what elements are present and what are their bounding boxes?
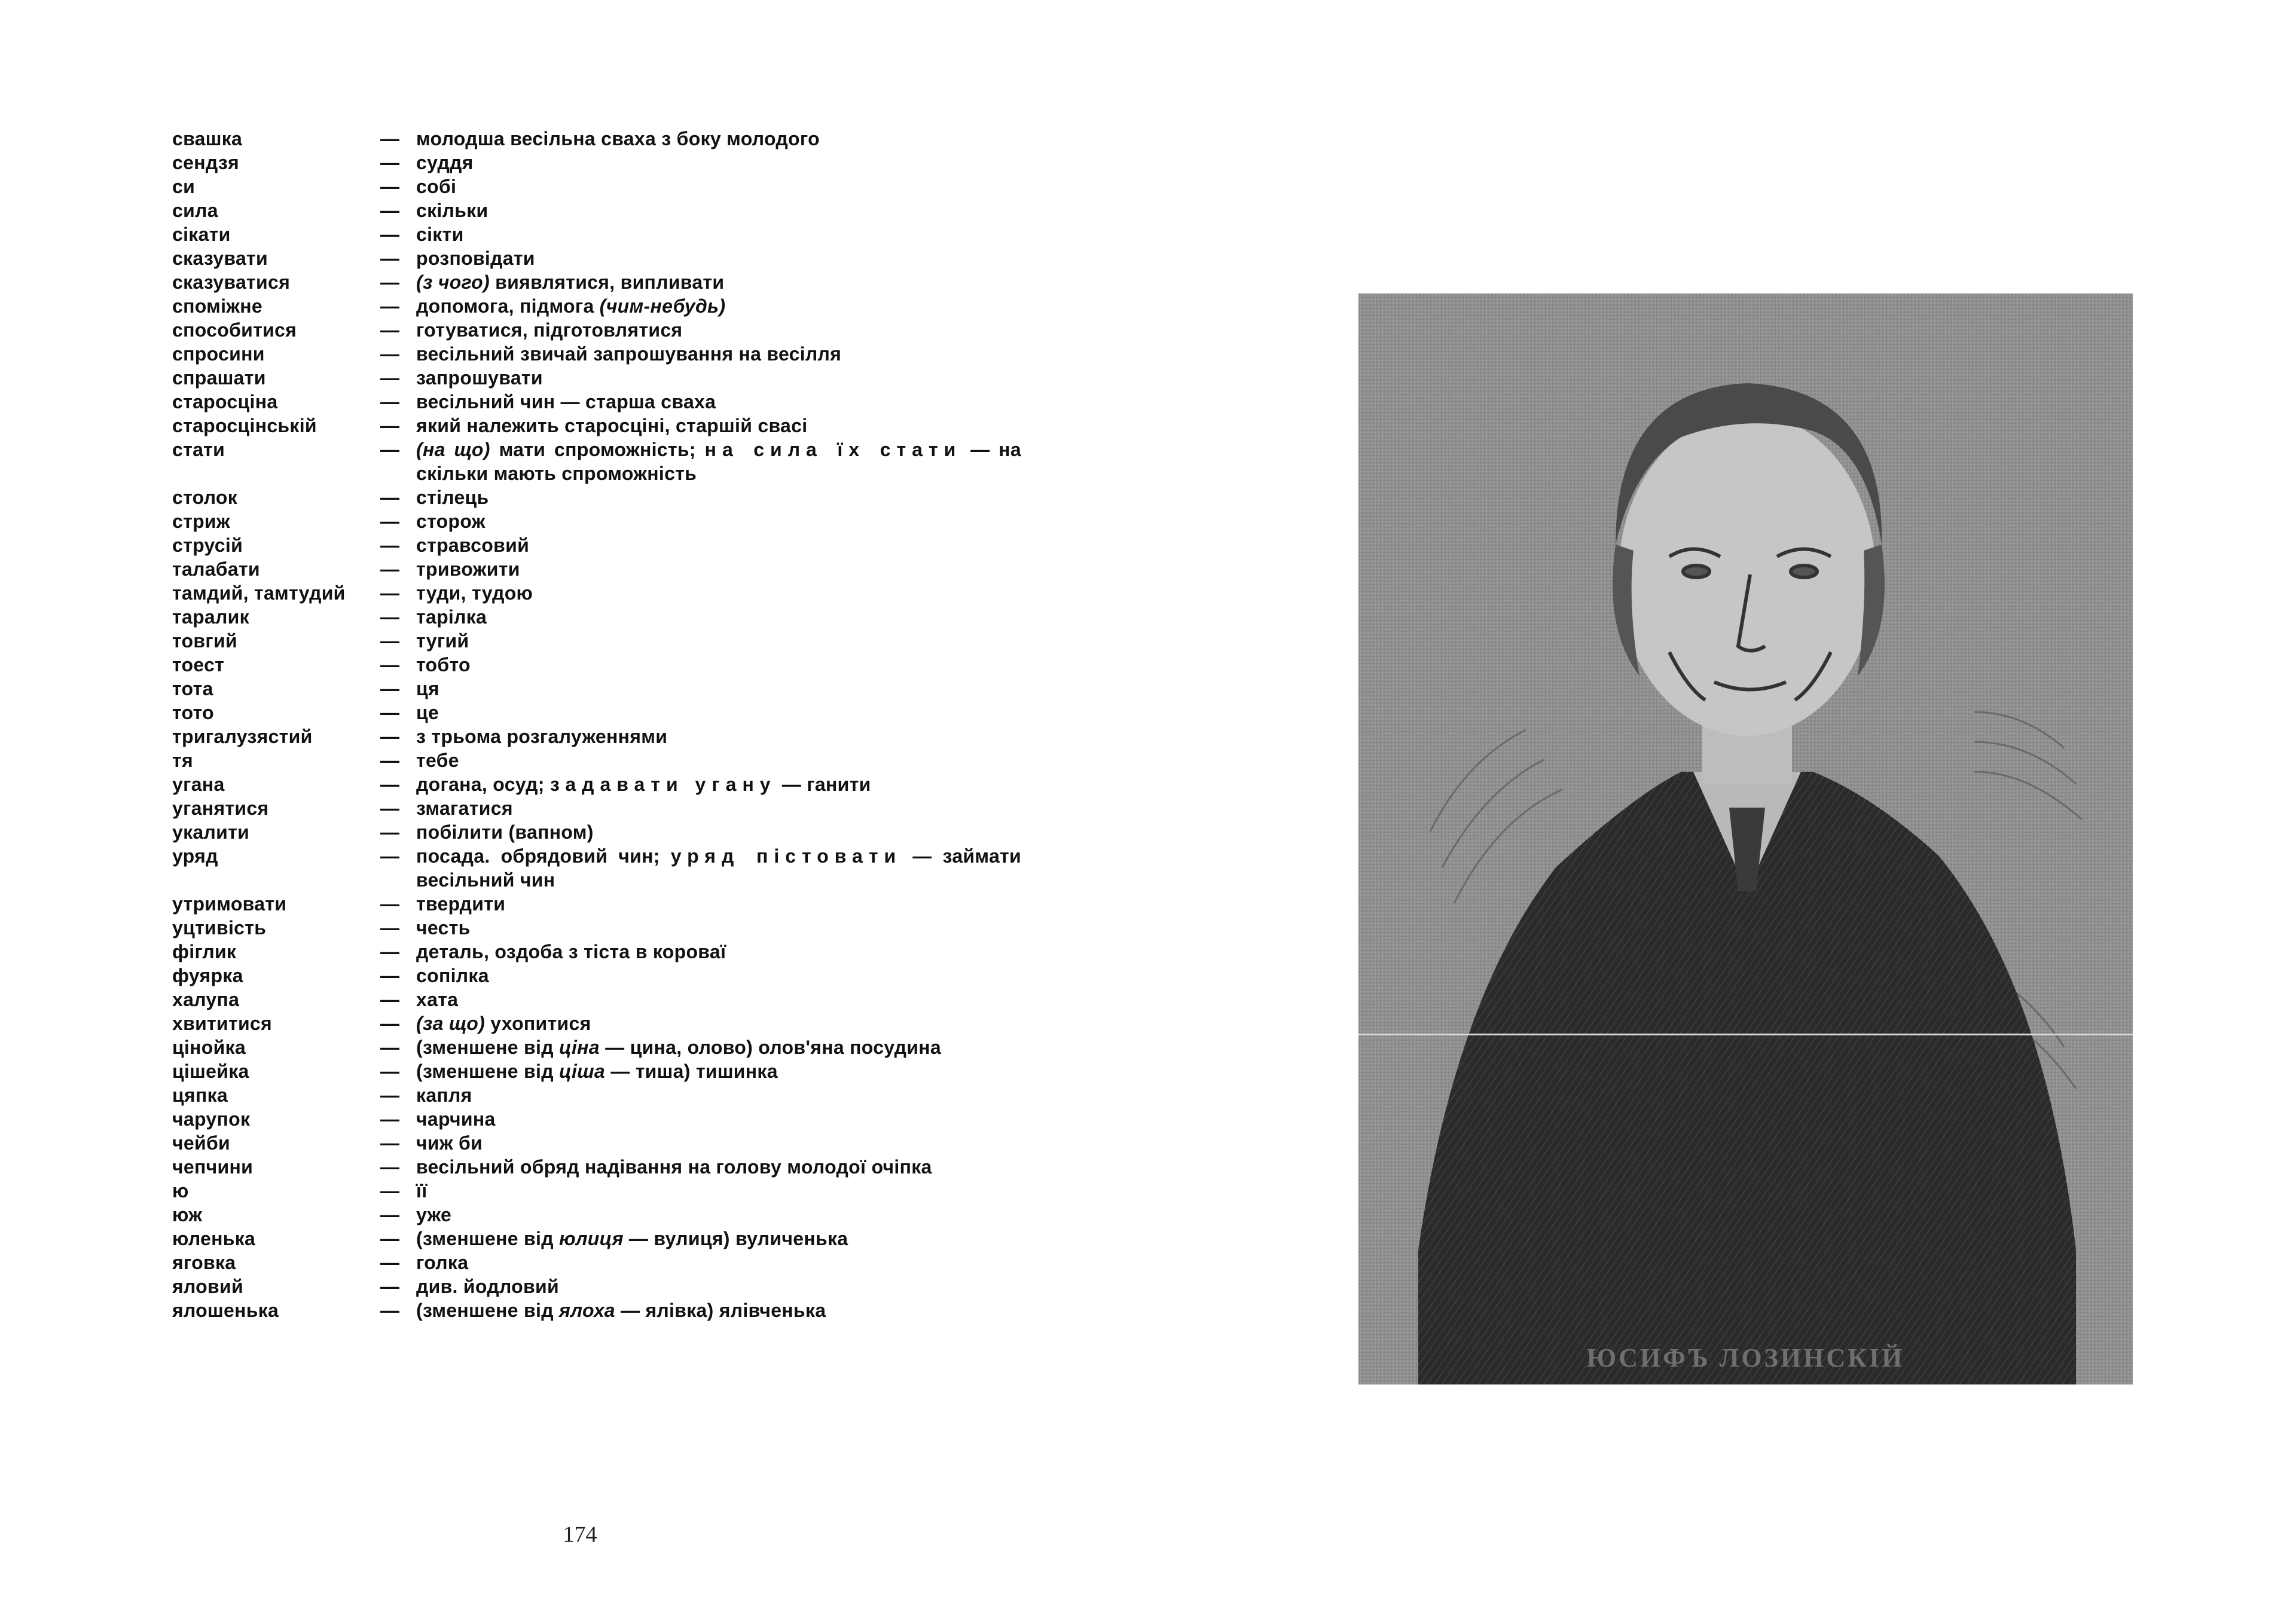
glossary-definition <box>416 748 1021 772</box>
definition-phrase: задавати угану <box>549 774 777 795</box>
glossary-entry <box>172 1274 1021 1298</box>
glossary-definition <box>416 1011 1021 1035</box>
definition-text-continued: — цина, олово) олов'яна посудина <box>599 1037 941 1058</box>
em-dash: — <box>380 391 400 412</box>
glossary-definition <box>416 246 1021 270</box>
definition-text: тобто <box>416 654 471 676</box>
em-dash: — <box>380 726 400 747</box>
definition-text: весільний обряд надівання на голову молодої очіпка <box>416 1156 932 1178</box>
glossary-definition <box>416 677 1021 701</box>
glossary-term: спросини <box>172 343 265 365</box>
definition-italic-note: (з чого) <box>416 271 490 293</box>
glossary-term: тамдий, тамтудий <box>172 582 346 604</box>
glossary-definition <box>416 1155 1021 1179</box>
definition-text-continued: — тиша) тишинка <box>605 1060 778 1082</box>
definition-text: чарчина <box>416 1108 496 1130</box>
glossary-term: старосціна <box>172 391 278 412</box>
glossary-definition <box>416 270 1021 294</box>
glossary-term: способитися <box>172 319 297 341</box>
em-dash: — <box>380 1037 400 1058</box>
glossary-term: тота <box>172 678 213 699</box>
definition-text: (зменшене від <box>416 1300 560 1321</box>
glossary-term: фуярка <box>172 965 243 986</box>
glossary-entry <box>172 820 1021 844</box>
glossary-term: утримовати <box>172 893 287 915</box>
glossary-term: свашка <box>172 128 243 149</box>
glossary-term: сказувати <box>172 247 268 269</box>
glossary-definition <box>416 772 1021 796</box>
glossary-definition <box>416 1298 1021 1322</box>
em-dash: — <box>380 1013 400 1034</box>
glossary-entry <box>172 533 1021 557</box>
glossary-definition <box>416 1107 1021 1131</box>
definition-text: це <box>416 702 439 723</box>
glossary-definition <box>416 629 1021 653</box>
glossary-term: талабати <box>172 558 260 580</box>
em-dash: — <box>380 1180 400 1202</box>
glossary-term: халупа <box>172 989 240 1010</box>
portrait-caption: ЮСИФЪ ЛОЗИНСКІЙ <box>1586 1343 1905 1373</box>
glossary-definition <box>416 222 1021 246</box>
em-dash: — <box>380 367 400 389</box>
definition-text: весільний звичай запрошування на весілля <box>416 343 842 365</box>
definition-text-continued: — вулиця) вуличенька <box>623 1228 848 1249</box>
em-dash: — <box>380 989 400 1010</box>
glossary-term: стати <box>172 439 225 460</box>
em-dash: — <box>380 271 400 293</box>
glossary-definition <box>416 198 1021 222</box>
em-dash: — <box>380 750 400 771</box>
glossary-definition <box>416 988 1021 1011</box>
glossary-term: яговка <box>172 1252 236 1273</box>
definition-text: стілець <box>416 487 489 508</box>
glossary-entry <box>172 1179 1021 1203</box>
definition-text: тебе <box>416 750 459 771</box>
glossary-entry <box>172 772 1021 796</box>
definition-text-continued: — займати весільний чин <box>416 845 1021 891</box>
em-dash: — <box>380 654 400 676</box>
glossary-entry <box>172 509 1021 533</box>
em-dash: — <box>380 200 400 221</box>
glossary-definition <box>416 438 1021 485</box>
em-dash: — <box>380 224 400 245</box>
em-dash: — <box>380 941 400 962</box>
glossary-term: сила <box>172 200 218 221</box>
definition-italic-note: (чим-небудь) <box>599 295 726 317</box>
definition-text: тугий <box>416 630 469 652</box>
glossary-definition <box>416 940 1021 964</box>
em-dash: — <box>380 319 400 341</box>
definition-text: честь <box>416 917 471 939</box>
glossary-entry <box>172 1203 1021 1227</box>
definition-italic-word: ціна <box>559 1037 600 1058</box>
em-dash: — <box>380 1276 400 1297</box>
glossary-entry <box>172 940 1021 964</box>
glossary-entry <box>172 342 1021 366</box>
glossary-definition <box>416 581 1021 605</box>
glossary-entry <box>172 390 1021 414</box>
glossary-term: угана <box>172 774 225 795</box>
glossary-definition <box>416 796 1021 820</box>
glossary-entry <box>172 629 1021 653</box>
glossary-term: тя <box>172 750 193 771</box>
definition-text: запрошувати <box>416 367 543 389</box>
glossary-term: уганятися <box>172 797 269 819</box>
glossary-term: цішейка <box>172 1060 249 1082</box>
glossary-term: товгий <box>172 630 237 652</box>
definition-text: капля <box>416 1084 472 1106</box>
portrait-engraving <box>1358 294 2133 1384</box>
glossary-entry <box>172 1227 1021 1251</box>
em-dash: — <box>380 176 400 197</box>
glossary-term: тоест <box>172 654 225 676</box>
definition-text: догана, осуд; <box>416 774 550 795</box>
em-dash: — <box>380 128 400 149</box>
glossary-entry <box>172 605 1021 629</box>
glossary-entry <box>172 1035 1021 1059</box>
glossary-term: цяпка <box>172 1084 228 1106</box>
definition-text: сікти <box>416 224 464 245</box>
em-dash: — <box>380 1132 400 1154</box>
glossary-entry <box>172 1059 1021 1083</box>
definition-phrase: на сила їх стати <box>704 439 962 460</box>
em-dash: — <box>380 630 400 652</box>
glossary-definition <box>416 414 1021 438</box>
em-dash: — <box>380 821 400 843</box>
em-dash: — <box>380 415 400 436</box>
em-dash: — <box>380 1204 400 1225</box>
glossary-entry <box>172 677 1021 701</box>
definition-text: хата <box>416 989 459 1010</box>
definition-text: з трьома розгалуженнями <box>416 726 668 747</box>
definition-text-continued: — на скільки мають спроможність <box>416 439 1022 484</box>
definition-italic-note: (на що) <box>416 439 490 460</box>
glossary-entry <box>172 916 1021 940</box>
glossary-entry <box>172 222 1021 246</box>
definition-text-continued: — ялівка) ялівченька <box>615 1300 826 1321</box>
em-dash: — <box>380 1156 400 1178</box>
glossary-definition <box>416 390 1021 414</box>
glossary-definition <box>416 1203 1021 1227</box>
glossary-term: сказуватися <box>172 271 291 293</box>
glossary-entry <box>172 270 1021 294</box>
glossary-entry <box>172 725 1021 748</box>
em-dash: — <box>380 1060 400 1082</box>
definition-italic-note: (за що) <box>416 1013 486 1034</box>
glossary-term: ялошенька <box>172 1300 279 1321</box>
glossary-definition <box>416 725 1021 748</box>
glossary-definition <box>416 127 1021 151</box>
glossary-term: старосцінській <box>172 415 317 436</box>
glossary-entry <box>172 701 1021 725</box>
em-dash: — <box>380 702 400 723</box>
definition-text: який належить старосціні, старшій свасі <box>416 415 808 436</box>
glossary-entry <box>172 844 1021 892</box>
definition-text: розповідати <box>416 247 535 269</box>
definition-text: скільки <box>416 200 488 221</box>
glossary-term: юленька <box>172 1228 256 1249</box>
glossary-definition <box>416 653 1021 677</box>
glossary-entry <box>172 127 1021 151</box>
definition-text: молодша весільна сваха з боку молодого <box>416 128 820 149</box>
glossary-entry <box>172 581 1021 605</box>
em-dash: — <box>380 774 400 795</box>
glossary-term: спрашати <box>172 367 266 389</box>
definition-italic-word: юлиця <box>559 1228 624 1249</box>
definition-text: виявлятися, випливати <box>489 271 725 293</box>
glossary-term: тригалузястий <box>172 726 313 747</box>
definition-text: голка <box>416 1252 469 1273</box>
glossary-definition <box>416 151 1021 175</box>
glossary-term: уцтивість <box>172 917 267 939</box>
glossary-entry <box>172 1131 1021 1155</box>
em-dash: — <box>380 511 400 532</box>
em-dash: — <box>380 439 400 460</box>
glossary-definition <box>416 1274 1021 1298</box>
definition-text: мати спроможність; <box>490 439 705 460</box>
glossary-term: фіглик <box>172 941 237 962</box>
em-dash: — <box>380 1108 400 1130</box>
glossary-entry <box>172 198 1021 222</box>
em-dash: — <box>380 678 400 699</box>
glossary-definition <box>416 892 1021 916</box>
definition-text: (зменшене від <box>416 1060 560 1082</box>
glossary-definition <box>416 964 1021 988</box>
definition-italic-word: ялоха <box>559 1300 615 1321</box>
glossary-term: сікати <box>172 224 231 245</box>
glossary-entry <box>172 366 1021 390</box>
glossary-term: тото <box>172 702 214 723</box>
em-dash: — <box>380 965 400 986</box>
definition-text: деталь, оздоба з тіста в короваї <box>416 941 726 962</box>
glossary-definition <box>416 557 1021 581</box>
glossary-entry <box>172 318 1021 342</box>
glossary-term: чарупок <box>172 1108 251 1130</box>
em-dash: — <box>380 558 400 580</box>
definition-text: (зменшене від <box>416 1228 560 1249</box>
page-number: 174 <box>563 1522 597 1547</box>
em-dash: — <box>380 534 400 556</box>
glossary-definition <box>416 1083 1021 1107</box>
glossary-term: таралик <box>172 606 249 628</box>
glossary-term: укалити <box>172 821 250 843</box>
definition-text: тарілка <box>416 606 487 628</box>
em-dash: — <box>380 295 400 317</box>
definition-text: ця <box>416 678 439 699</box>
glossary-term: струсій <box>172 534 243 556</box>
glossary-entry <box>172 653 1021 677</box>
glossary-term: сендзя <box>172 152 240 173</box>
glossary-entry <box>172 796 1021 820</box>
em-dash: — <box>380 582 400 604</box>
glossary-entry <box>172 748 1021 772</box>
glossary-definition <box>416 318 1021 342</box>
glossary-term: хвититися <box>172 1013 272 1034</box>
glossary-definition <box>416 1059 1021 1083</box>
definition-text: див. йодловий <box>416 1276 559 1297</box>
em-dash: — <box>380 1228 400 1249</box>
em-dash: — <box>380 343 400 365</box>
definition-text: допомога, підмога <box>416 295 600 317</box>
glossary-definition <box>416 485 1021 509</box>
definition-text: весільний чин — старша сваха <box>416 391 716 412</box>
definition-text: посада. обрядовий чин; <box>416 845 671 867</box>
definition-text: сопілка <box>416 965 489 986</box>
definition-text: чиж би <box>416 1132 483 1154</box>
definition-text: сторож <box>416 511 486 532</box>
em-dash: — <box>380 487 400 508</box>
definition-text: готуватися, підготовлятися <box>416 319 683 341</box>
glossary-entry <box>172 1251 1021 1274</box>
glossary-entry <box>172 1083 1021 1107</box>
glossary-entry <box>172 892 1021 916</box>
glossary-definition <box>416 820 1021 844</box>
glossary-entry <box>172 246 1021 270</box>
glossary-term: яловий <box>172 1276 243 1297</box>
glossary-list <box>172 127 1021 1322</box>
glossary-entry <box>172 988 1021 1011</box>
glossary-term: юж <box>172 1204 203 1225</box>
glossary-term: ю <box>172 1180 189 1202</box>
glossary-definition <box>416 175 1021 198</box>
glossary-definition <box>416 294 1021 318</box>
em-dash: — <box>380 1084 400 1106</box>
glossary-term: столок <box>172 487 238 508</box>
glossary-definition <box>416 533 1021 557</box>
em-dash: — <box>380 893 400 915</box>
definition-text: побілити (вапном) <box>416 821 594 843</box>
definition-phrase: уряд пістовати <box>670 845 902 867</box>
em-dash: — <box>380 917 400 939</box>
glossary-term: цінойка <box>172 1037 246 1058</box>
definition-text: ухопитися <box>485 1013 591 1034</box>
glossary-definition <box>416 366 1021 390</box>
glossary-definition <box>416 605 1021 629</box>
glossary-term: си <box>172 176 196 197</box>
glossary-term: споміжне <box>172 295 263 317</box>
definition-text: тривожити <box>416 558 520 580</box>
glossary-entry <box>172 557 1021 581</box>
glossary-definition <box>416 342 1021 366</box>
glossary-entry <box>172 151 1021 175</box>
glossary-entry <box>172 438 1021 485</box>
portrait-illustration <box>1358 294 2133 1384</box>
glossary-entry <box>172 1155 1021 1179</box>
definition-text: твердити <box>416 893 506 915</box>
em-dash: — <box>380 1252 400 1273</box>
definition-text: змагатися <box>416 797 513 819</box>
em-dash: — <box>380 845 400 867</box>
glossary-definition <box>416 844 1021 892</box>
glossary-entry <box>172 1107 1021 1131</box>
glossary-term: стриж <box>172 511 230 532</box>
em-dash: — <box>380 247 400 269</box>
em-dash: — <box>380 606 400 628</box>
definition-text: собі <box>416 176 457 197</box>
glossary-definition <box>416 509 1021 533</box>
glossary-term: уряд <box>172 845 218 867</box>
definition-text-continued: — ганити <box>776 774 871 795</box>
glossary-entry <box>172 414 1021 438</box>
em-dash: — <box>380 1300 400 1321</box>
definition-text: стравсовий <box>416 534 530 556</box>
definition-italic-word: ціша <box>559 1060 606 1082</box>
em-dash: — <box>380 152 400 173</box>
glossary-entry <box>172 964 1021 988</box>
em-dash: — <box>380 797 400 819</box>
definition-text: туди, тудою <box>416 582 533 604</box>
glossary-term: чепчини <box>172 1156 254 1178</box>
glossary-definition <box>416 1227 1021 1251</box>
glossary-term: чейби <box>172 1132 230 1154</box>
glossary-entry <box>172 1011 1021 1035</box>
glossary-definition <box>416 916 1021 940</box>
definition-text: уже <box>416 1204 452 1225</box>
glossary-definition <box>416 1179 1021 1203</box>
definition-text: (зменшене від <box>416 1037 560 1058</box>
definition-text: суддя <box>416 152 474 173</box>
glossary-definition <box>416 1035 1021 1059</box>
glossary-entry <box>172 485 1021 509</box>
face <box>1619 413 1876 736</box>
definition-text: її <box>416 1180 428 1202</box>
glossary-entry <box>172 1298 1021 1322</box>
glossary-definition <box>416 1251 1021 1274</box>
glossary-entry <box>172 175 1021 198</box>
glossary-definition <box>416 701 1021 725</box>
glossary-entry <box>172 294 1021 318</box>
glossary-definition <box>416 1131 1021 1155</box>
